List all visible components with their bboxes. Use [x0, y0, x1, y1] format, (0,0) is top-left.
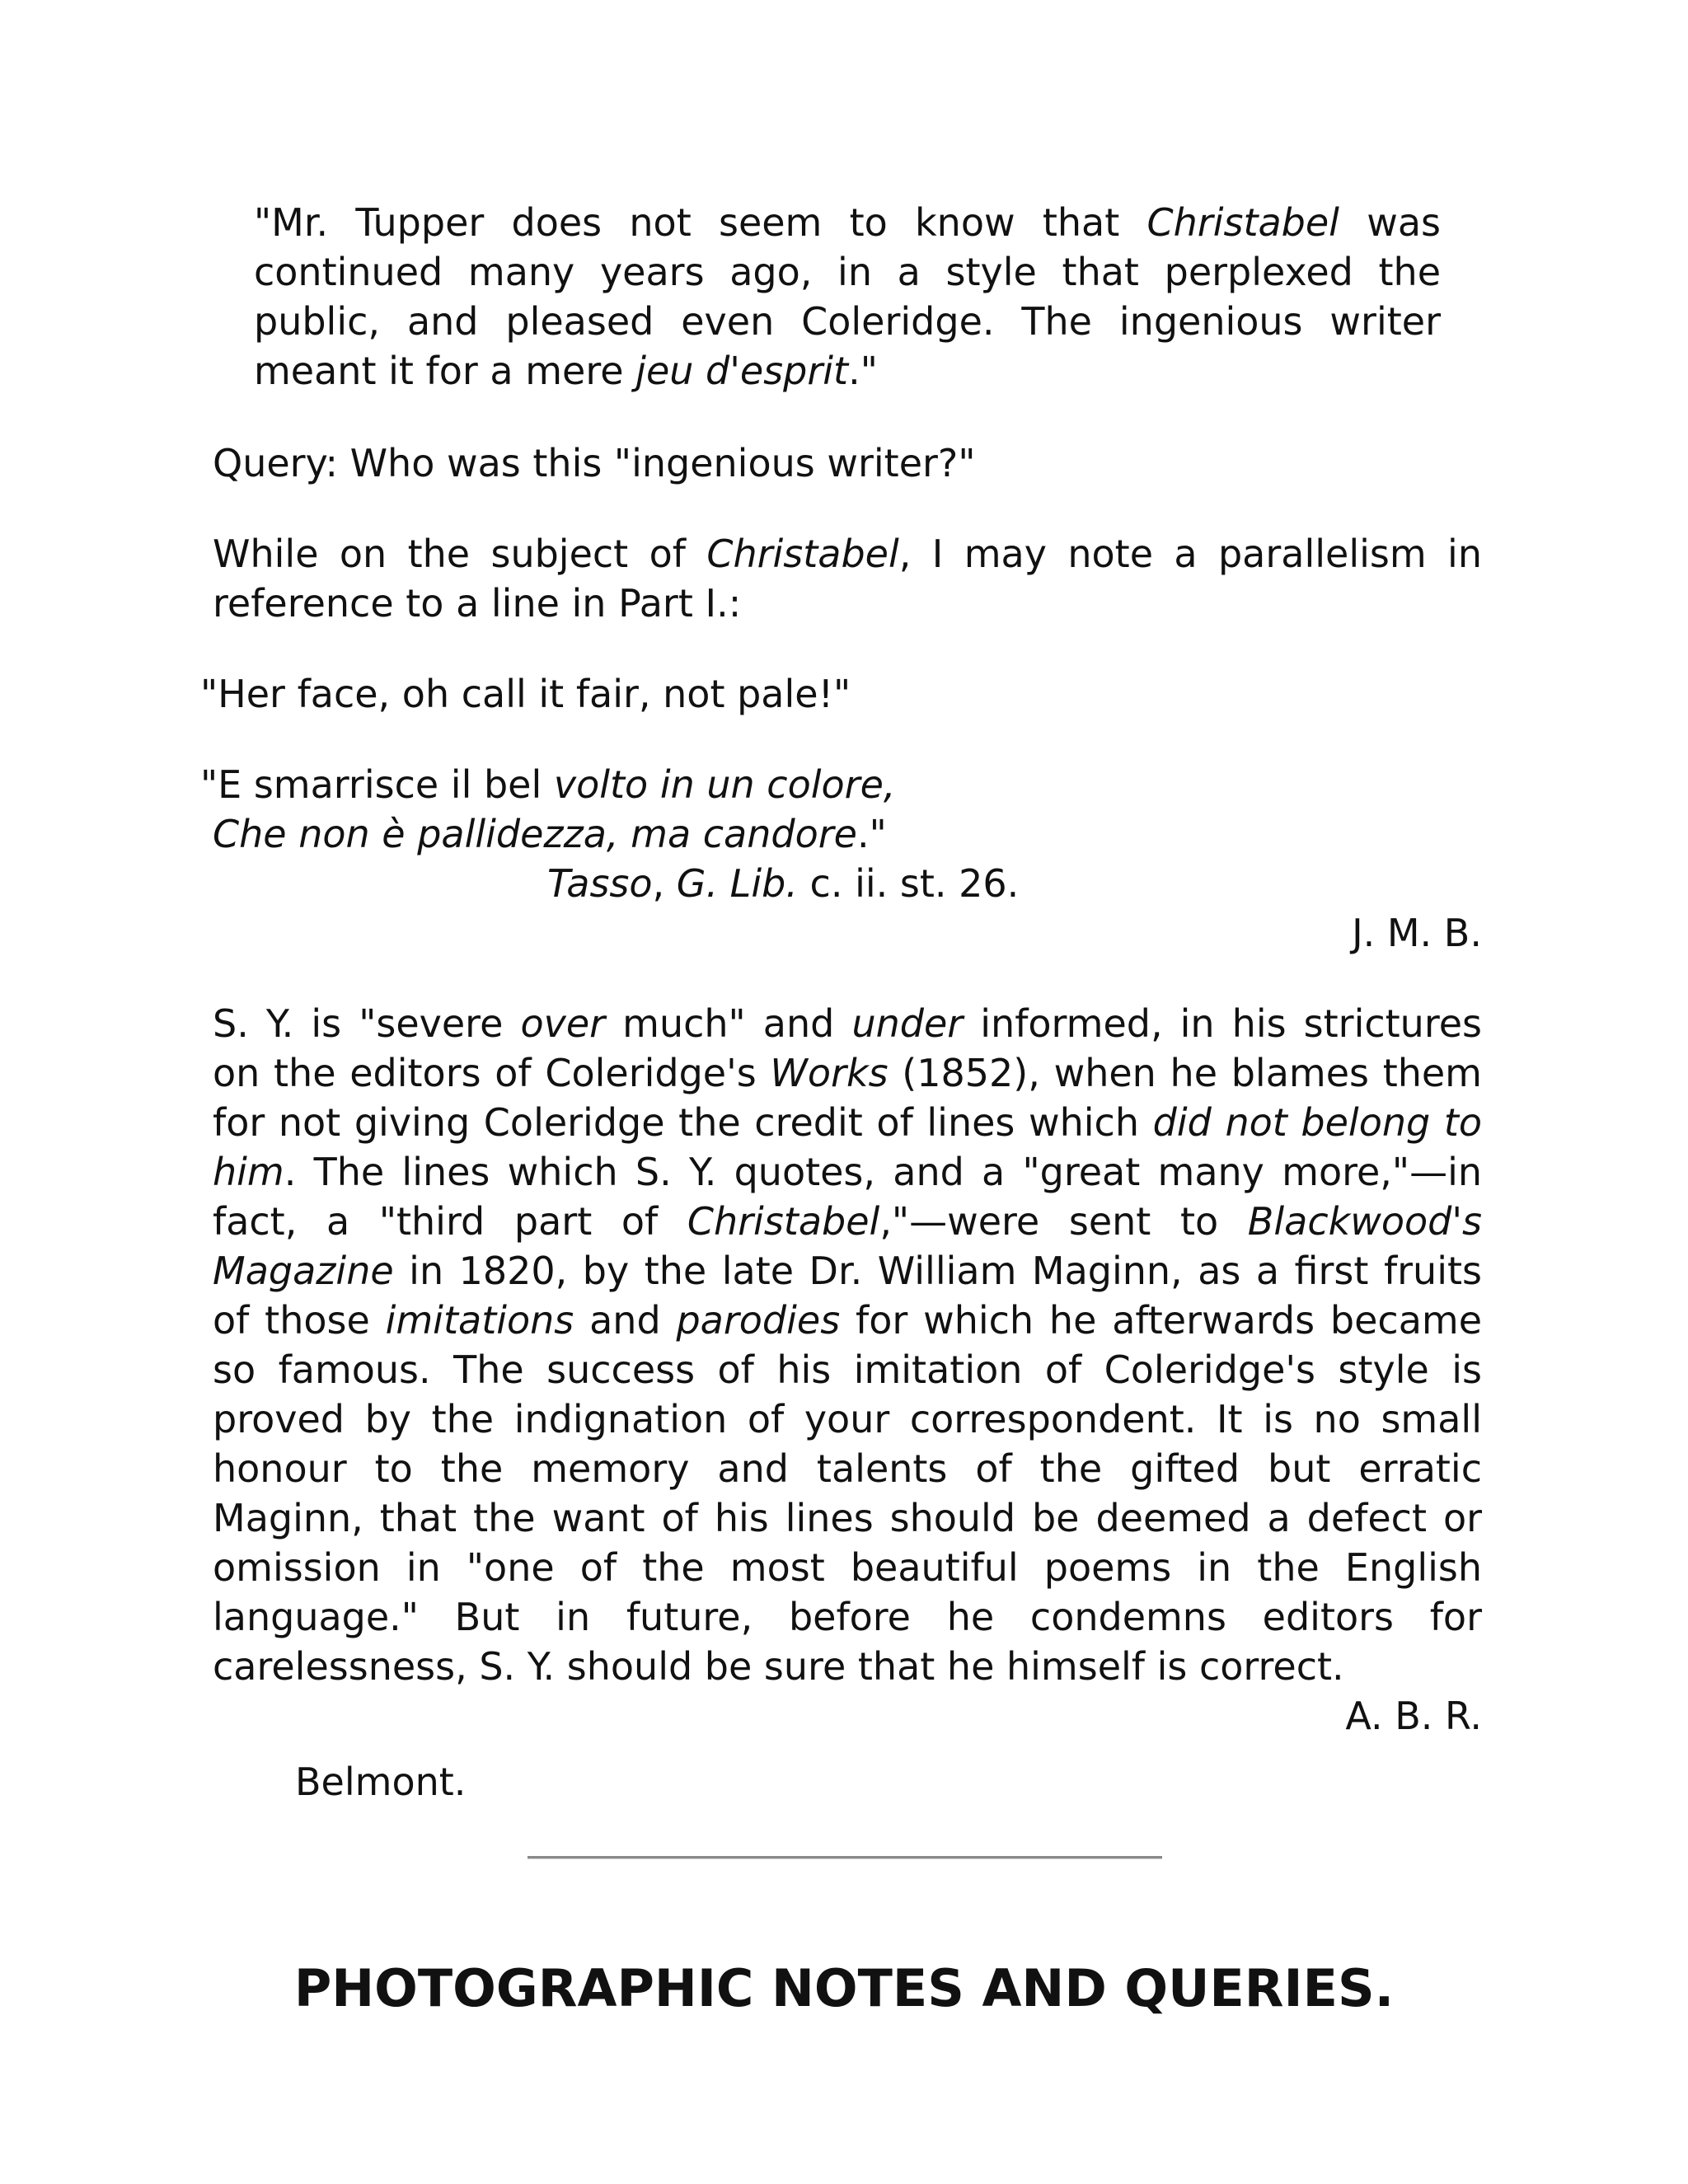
- paragraph-italic: Christabel: [687, 1199, 880, 1244]
- paragraph-italic: imitations: [385, 1298, 574, 1343]
- paragraph-italic: Works: [770, 1051, 889, 1095]
- tupper-quote: [254, 198, 1441, 396]
- place-line: Belmont.: [295, 1760, 467, 1804]
- citation-text: ,: [652, 861, 677, 906]
- section-heading: PHOTOGRAPHIC NOTES AND QUERIES.: [293, 1958, 1395, 2019]
- verse-text: .": [856, 812, 887, 856]
- quote-italic-title: Christabel: [1146, 200, 1339, 245]
- query-line: Query: Who was this "ingenious writer?": [213, 441, 976, 485]
- english-verse-line: "Her face, oh call it fair, not pale!": [200, 672, 851, 716]
- paragraph-italic: under: [851, 1001, 964, 1046]
- paragraph-italic: Blackwood's Magazine: [213, 1199, 1482, 1293]
- signature-jmb: J. M. B.: [1352, 911, 1482, 955]
- section-divider: [528, 1856, 1162, 1859]
- paragraph-text: (1852), when he blames them for not giving Coleridge the credit of lines which: [213, 1051, 1482, 1145]
- paragraph-text: informed, in his strictures on the editors of Coleridge's: [213, 1001, 1482, 1095]
- italian-verse-line-2: [213, 809, 1482, 859]
- quote-text: was continued many years ago, in a style that perplexed the public, and pleased even Coleridge. The ingenious writer meant it for a mere: [254, 200, 1441, 393]
- verse-text: "E smarrisce il bel: [200, 762, 554, 807]
- verse-italic: volto in un colore,: [553, 762, 896, 807]
- paragraph-italic: parodies: [676, 1298, 841, 1343]
- paragraph-italic-title: Christabel: [706, 532, 899, 576]
- verse-italic: Che non è pallidezza, ma candore: [213, 812, 857, 856]
- paragraph-text: much" and: [605, 1001, 852, 1046]
- paragraph-text: . The lines which S. Y. quotes, and a "great many more,"—in fact, a "third part of: [213, 1150, 1482, 1244]
- paragraph-text: While on the subject of: [213, 532, 707, 576]
- paragraph-text: ,"—were sent to: [879, 1199, 1248, 1244]
- paragraph-text: S. Y. is "severe: [213, 1001, 521, 1046]
- signature-abr: A. B. R.: [1345, 1694, 1482, 1738]
- paragraph-text: in 1820, by the late Dr. William Maginn, as a first fruits of those: [213, 1249, 1482, 1343]
- quote-italic-phrase: jeu d'esprit: [635, 349, 849, 393]
- citation-work: G. Lib.: [676, 861, 798, 906]
- quote-text: "Mr. Tupper does not seem to know that: [254, 200, 1147, 245]
- paragraph-italic: did not belong to him: [213, 1100, 1482, 1194]
- paragraph-text: for which he afterwards became so famous. The success of his imitation of Coleridge's style is proved by the indignation of your correspondent. It is no small honour to the memory and talents of the gifted but erratic Maginn, that the want of his lines should be deemed a defect or omission in "one of the most beautiful poems in the English language." But in future, before he condemns editors for carelessness, S. Y. should be sure that he himself is correct.: [213, 1298, 1483, 1689]
- paragraph-text: and: [574, 1298, 677, 1343]
- quote-text: .": [848, 349, 878, 393]
- italian-verse-line-1: [200, 760, 1470, 809]
- paragraph-italic: over: [520, 1001, 606, 1046]
- tasso-citation: [547, 859, 1454, 908]
- citation-author: Tasso: [547, 861, 653, 906]
- citation-text: c. ii. st. 26.: [797, 861, 1020, 906]
- paragraph-text: , I may note a parallelism in reference to a line in Part I.:: [213, 532, 1482, 626]
- parallelism-paragraph: [213, 529, 1482, 628]
- sy-paragraph: [213, 999, 1482, 1691]
